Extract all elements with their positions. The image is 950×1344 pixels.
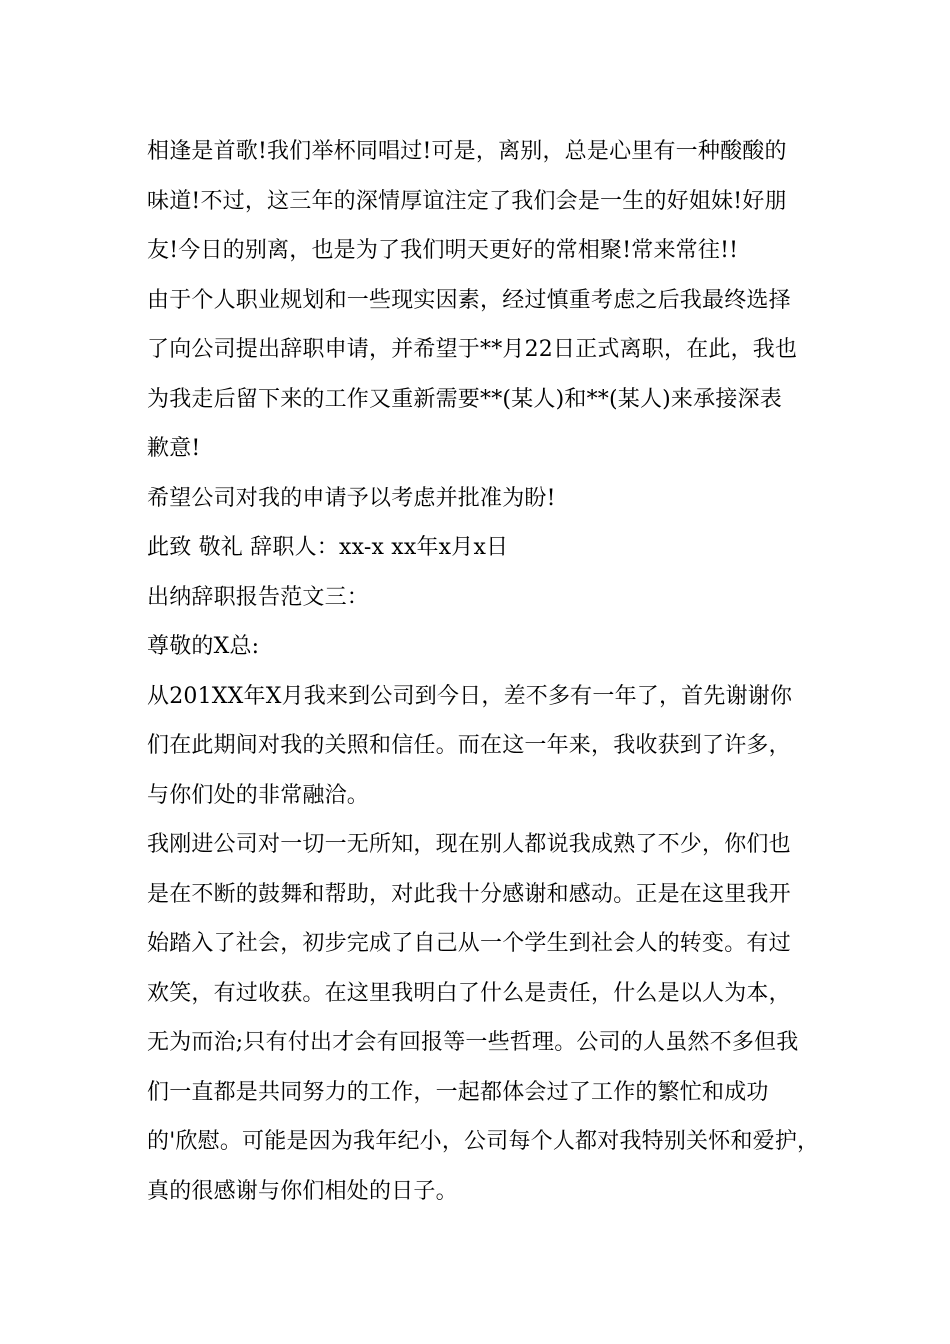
text-line: 们在此期间对我的关照和信任。而在这一年来，我收获到了许多， [147,733,791,758]
text-line: 了向公司提出辞职申请，并希望于**月22日正式离职，在此，我也 [147,337,798,362]
text-line: 始踏入了社会，初步完成了自己从一个学生到社会人的转变。有过 [147,931,791,956]
text-line: 味道!不过，这三年的深情厚谊注定了我们会是一生的好姐妹!好朋 [147,188,787,214]
text-line: 歉意! [147,436,201,461]
text-line: 我刚进公司对一切一无所知，现在别人都说我成熟了不少，你们也 [147,832,791,857]
text-line: 的'欣慰。可能是因为我年纪小，公司每个人都对我特别关怀和爱护， [147,1129,820,1154]
text-line: 友!今日的别离，也是为了我们明天更好的常相聚!常来常往!! [147,238,739,263]
text-line: 相逢是首歌!我们举杯同唱过!可是，离别，总是心里有一种酸酸的 [147,139,787,164]
text-line: 由于个人职业规划和一些现实因素，经过慎重考虑之后我最终选择 [147,287,791,313]
text-line: 欢笑，有过收获。在这里我明白了什么是责任，什么是以人为本， [147,980,791,1006]
signature-line: 此致 敬礼 辞职人：xx-x xx年x月x日 [147,535,509,560]
text-line: 希望公司对我的申请予以考虑并批准为盼! [147,485,556,511]
salutation: 尊敬的X总: [147,634,260,659]
text-line: 为我走后留下来的工作又重新需要**(某人)和**(某人)来承接深表 [147,386,782,412]
document-body [147,127,827,1216]
text-line: 从201XX年X月我来到公司到今日，差不多有一年了，首先谢谢你 [147,683,793,709]
text-line: 真的很感谢与你们相处的日子。 [147,1178,458,1204]
text-line: 们一直都是共同努力的工作，一起都体会过了工作的繁忙和成功 [147,1079,769,1105]
section-heading: 出纳辞职报告范文三： [147,584,370,610]
text-line: 无为而治;只有付出才会有回报等一些哲理。公司的人虽然不多但我 [147,1030,799,1055]
text-line: 与你们处的非常融洽。 [147,782,370,808]
text-line: 是在不断的鼓舞和帮助，对此我十分感谢和感动。正是在这里我开 [147,881,791,907]
